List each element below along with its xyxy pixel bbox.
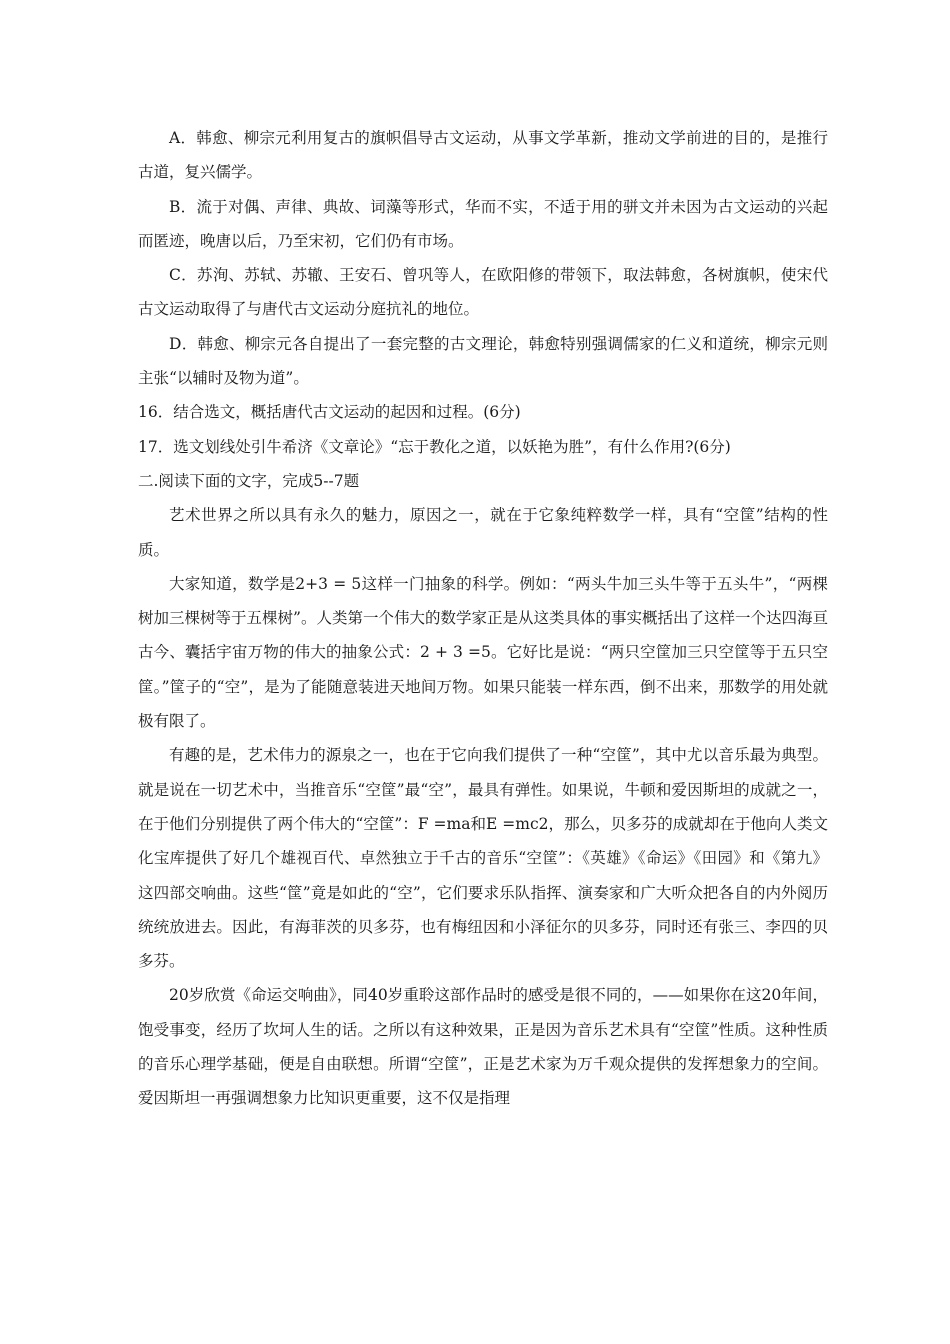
document-page — [138, 121, 828, 1116]
option-a: A．韩愈、柳宗元利用复古的旗帜倡导古文运动，从事文学革新，推动文学前进的目的，是推行古道，复兴儒学。 — [138, 129, 828, 182]
section-heading: 二.阅读下面的文字，完成5--7题 — [138, 471, 360, 490]
passage-paragraph-2: 大家知道，数学是2+3 = 5这样一门抽象的科学。例如：“两头牛加三头牛等于五头牛”，“两棵树加三棵树等于五棵树”。人类第一个伟大的数学家正是从这类具体的事实概括出了这样一个达四海亘古今、囊括宇宙万物的伟大的抽象公式：2 + 3 =5。它好比是说：“两只空筐加三只空筐等于五只空筐。”筐子的“空”，是为了能随意装进天地间万物。如果只能装一样东西，倒不出来，那数学的用处就极有限了。 — [138, 574, 828, 731]
option-c: C．苏洵、苏轼、苏辙、王安石、曾巩等人，在欧阳修的带领下，取法韩愈，各树旗帜，使宋代古文运动取得了与唐代古文运动分庭抗礼的地位。 — [138, 266, 828, 319]
question-17: 17．选文划线处引牛希济《文章论》“忘于教化之道，以妖艳为胜”，有什么作用?(6分) — [138, 437, 731, 456]
passage-paragraph-4: 20岁欣赏《命运交响曲》，同40岁重聆这部作品时的感受是很不同的，——如果你在这20年间，饱受事变，经历了坎坷人生的话。之所以有这种效果，正是因为音乐艺术具有“空筐”性质。这种性质的音乐心理学基础，便是自由联想。所谓“空筐”，正是艺术家为万千观众提供的发挥想象力的空间。爱因斯坦一再强调想象力比知识更重要，这不仅是指理 — [138, 986, 828, 1108]
option-b: B．流于对偶、声律、典故、词藻等形式，华而不实，不适于用的骈文并未因为古文运动的兴起而匿迹，晚唐以后，乃至宋初，它们仍有市场。 — [138, 197, 828, 250]
passage-paragraph-3: 有趣的是，艺术伟力的源泉之一，也在于它向我们提供了一种“空筐”，其中尤以音乐最为典型。就是说在一切艺术中，当推音乐“空筐”最“空”，最具有弹性。如果说，牛顿和爱因斯坦的成就之一，在于他们分别提供了两个伟大的“空筐”：F =ma和E =mc2，那么，贝多芬的成就却在于他向人类文化宝库提供了好几个雄视百代、卓然独立于千古的音乐“空筐”：《英雄》《命运》《田园》和《第九》这四部交响曲。这些“筐”竟是如此的“空”，它们要求乐队指挥、演奏家和广大听众把各自的内外阅历统统放进去。因此，有海菲茨的贝多芬，也有梅纽因和小泽征尔的贝多芬，同时还有张三、李四的贝多芬。 — [138, 746, 828, 971]
passage-paragraph-1: 艺术世界之所以具有永久的魅力，原因之一，就在于它象纯粹数学一样，具有“空筐”结构的性质。 — [138, 506, 828, 559]
question-16: 16．结合选文，概括唐代古文运动的起因和过程。(6分) — [138, 403, 521, 422]
option-d: D．韩愈、柳宗元各自提出了一套完整的古文理论，韩愈特别强调儒家的仁义和道统，柳宗元则主张“以辅时及物为道”。 — [138, 334, 828, 388]
